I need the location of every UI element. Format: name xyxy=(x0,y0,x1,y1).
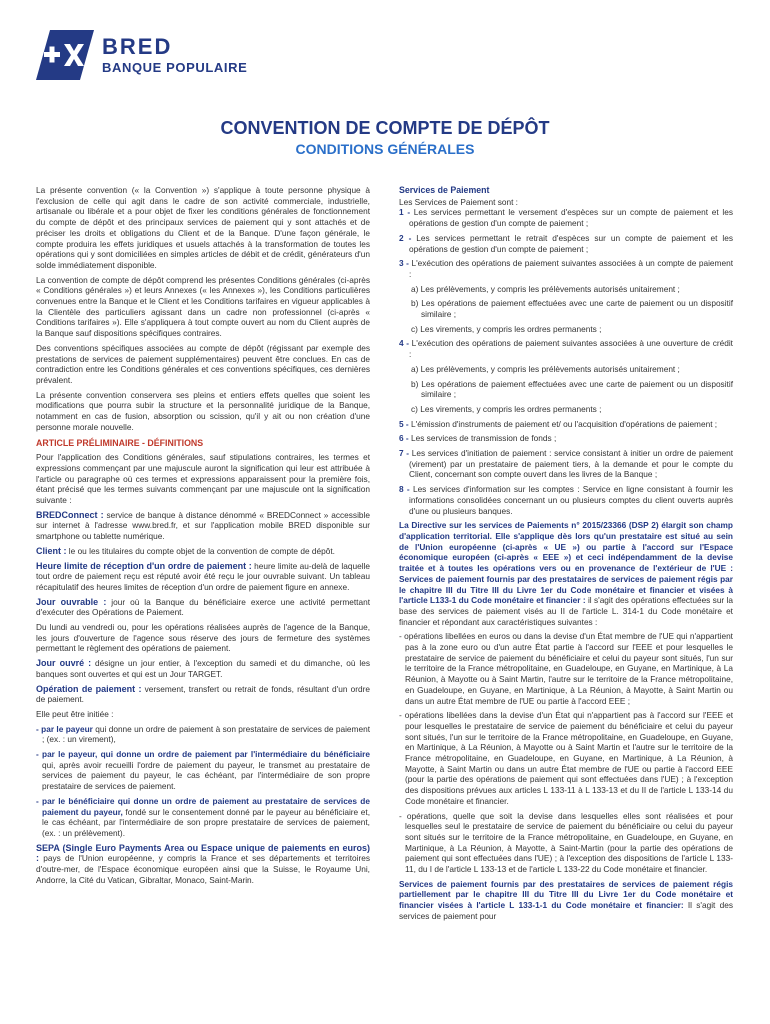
bullet-text: fondé sur le consentement donné par le payeur au bénéficiaire et, le cas échéant, par l'intermédiaire de son propre prestataire de services de paiement, (ex. : un prélèvement). xyxy=(42,806,370,838)
service-subitem: b) Les opérations de paiement effectuées avec une carte de paiement ou un dispositif similaire ; xyxy=(411,298,733,320)
item-number: 2 - xyxy=(399,232,412,243)
service-item xyxy=(399,207,733,228)
service-item xyxy=(399,338,733,359)
definition-term: BREDConnect : xyxy=(36,509,104,520)
item-text: Les services d'information sur les comptes : Service en ligne consistant à fournir les informations consolidées concernant un ou plusieurs comptes du client ouverts auprès d'une ou plusieurs banques. xyxy=(409,484,733,516)
definition-term: SEPA (Single Euro Payments Area ou Espace unique de paiements en euros) : xyxy=(36,842,370,864)
initiation-bullet xyxy=(36,724,370,745)
left-column xyxy=(36,185,370,889)
bred-logo-mark-icon xyxy=(36,30,94,80)
definition-text: versement, transfert ou retrait de fonds, résultant d'un ordre de paiement. xyxy=(36,683,370,705)
service-item xyxy=(399,233,733,254)
item-number: 6 - xyxy=(399,433,409,444)
right-column xyxy=(399,185,733,926)
service-item xyxy=(399,484,733,516)
item-number: 1 - xyxy=(399,207,411,218)
definition xyxy=(36,561,370,593)
item-number: 3 - xyxy=(399,258,409,269)
definition-text: heure limite au-delà de laquelle tout ordre de paiement reçu est réputé avoir été reçu le jour ouvrable suivant. Un tableau récapitulatif des heures limites de réception d'un ordre de paiement figure en annexe. xyxy=(36,560,370,592)
operations-dash-item: - opérations libellées dans la devise d'un État qui n'appartient pas à l'accord sur l'EEE et pour lesquelles le prestataire de service de paiement du bénéficiaire et celui du payeur sont situés, l'un sur le territoire de la France métropolitaine, en Guadeloupe, en Guyane, en Martinique, à La Réunion, à Mayotte ou à Saint Martin et l'autre sur le territoire de la France métropolitaine, en Guadeloupe, en Guyane, en Martinique, à La Réunion, à Mayotte, à Saint Martin ou dans un autre État membre de l'UE ou partie à l'accord EEE (pour la partie des opérations de paiement qui sont effectuées dans l'UE) ; à l'exception des dispositions prévues aux articles L 133-11 à L 133-13 et du II de l'article L 133-14 du Code monétaire et financier. xyxy=(399,710,733,806)
operations-dash-item: - opérations, quelle que soit la devise dans lesquelles elles sont réalisées et pour lesquelles seul le prestataire de service de paiement du bénéficiaire ou celui du payeur sont situés sur le territoire de la France métropolitaine, en Guadeloupe, en Guyane, en Martinique, à La Réunion, à Mayotte, à Saint-Martin (pour la partie des opérations de paiement qui sont effectuées dans l'UE) ; à l'exception des dispositions de l'article L 133-11, du I de l'article L 133-13 et de l'article L 133-22 du Code monétaire et financier. xyxy=(399,810,733,875)
bullet-text: qui donne un ordre de paiement à son prestataire de services de paiement ; (ex. : un virement), xyxy=(42,723,370,745)
definition-text: désigne un jour entier, à l'exception du samedi et du dimanche, où les banques sont ouvertes et qui est un Jour TARGET. xyxy=(36,658,370,679)
article-intro: Pour l'application des Conditions générales, sauf stipulations contraires, les termes et expressions commençant par une majuscule auront la signification qui leur est attribuée à l'article ou paragraphe où ces termes et expressions apparaissent pour la première fois, étant précisé que les termes suivants commençant par une majuscule ont la signification suivante : xyxy=(36,452,370,505)
definition xyxy=(36,843,370,886)
definition-term: Opération de paiement : xyxy=(36,683,142,694)
final-paragraph xyxy=(399,879,733,922)
bred-logo xyxy=(36,30,247,80)
initiation-bullet xyxy=(36,749,370,792)
bullet-lead: - par le bénéficiaire qui donne un ordre de paiement au prestataire de services de paiement du payeur, xyxy=(36,795,370,817)
item-number: 7 - xyxy=(399,448,410,459)
item-text: Les services permettant le retrait d'espèces sur un compte de paiement et les opérations de gestion d'un compte de paiement ; xyxy=(409,232,733,254)
item-text: Les services d'initiation de paiement : service consistant à initier un ordre de paiement (virement) par un prestataire de paiement tiers, à la demande et pour le compte du Client, concernant son compte ouvert dans les livres de la Banque ; xyxy=(409,448,733,480)
definition xyxy=(36,597,370,618)
service-item xyxy=(399,419,733,430)
final-bold: Services de paiement fournis par des prestataires de services de paiement régis partiellement par le chapitre III du Titre III du Livre 1er du Code monétaire et financier visées à l'article L 133-1-1 du Code monétaire et financier: xyxy=(399,878,733,911)
definition xyxy=(36,546,370,557)
article-title: ARTICLE PRÉLIMINAIRE - DÉFINITIONS xyxy=(36,438,204,449)
item-number: 4 - xyxy=(399,338,410,349)
dsp-text: il s'agit des opérations effectuées sur la base des services de paiement visés au II de l'article L. 314-1 du Code monétaire et financier et répondant aux caractéristiques suivantes : xyxy=(399,595,733,627)
initiation-bullet xyxy=(36,796,370,839)
page-subtitle: CONDITIONS GÉNÉRALES xyxy=(295,141,475,157)
page-title: CONVENTION DE COMPTE DE DÉPÔT xyxy=(220,118,550,138)
item-text: L'exécution des opérations de paiement suivantes associées à une ouverture de crédit : xyxy=(409,338,733,360)
definition-text: le ou les titulaires du compte objet de la convention de compte de dépôt. xyxy=(66,545,335,556)
dsp-paragraph xyxy=(399,520,733,627)
definition xyxy=(36,658,370,679)
item-text: Les services permettant le versement d'espèces sur un compte de paiement et les opérations de gestion d'un compte de paiement ; xyxy=(409,207,733,229)
definition-term: Client : xyxy=(36,545,67,556)
intro-paragraph: La présente convention conservera ses pleins et entiers effets quelles que soient les modifications que pourra subir la structure et la personnalité juridique de la Banque, notamment en cas de fusion, absorption ou scission, qu'il y ait ou non création d'une personne morale nouvelle. xyxy=(36,389,370,432)
bullet-text: qui, après avoir recueilli l'ordre de paiement du payeur, le transmet au prestataire de services de paiement du payeur, le cas échéant, par l'intermédiaire de son propre prestataire de services de paiement. xyxy=(42,759,370,792)
dsp-bold: La Directive sur les services de Paiements n° 2015/23366 (DSP 2) élargit son champ d'application territorial. Elle s'applique dès lors qu'un prestataire est situé au sein de l'Union européenne (ci-après « UE ») ou partie à l'accord sur l'Espace économique européen (ci-après « EEE ») et ceci indépendamment de la devise traitée et à toutes les opérations vers ou en provenance de l'extérieur de l'UE : Services de paiement fournis par des prestataires de services de paiement régis par le chapitre III du Titre III du Livre 1er du Code monétaire et financier et visées à l'article L133-1 du Code monétaire et financier : xyxy=(399,520,733,606)
logo-subtitle: BANQUE POPULAIRE xyxy=(102,60,248,75)
item-number: 8 - xyxy=(399,484,410,495)
ouvrable-note: Du lundi au vendredi ou, pour les opérations réalisées auprès de l'agence de la Banque, les jours d'ouverture de l'agence sous réserve des jours de fermeture des systèmes permettant le règlement des opérations de paiement. xyxy=(36,622,370,654)
services-intro: Les Services de Paiement sont : xyxy=(399,196,518,207)
item-text: L'exécution des opérations de paiement suivantes associées à un compte de paiement : xyxy=(408,258,733,279)
final-text: Il s'agit des services de paiement pour xyxy=(399,900,733,921)
intro-paragraph: Des conventions spécifiques associées au compte de dépôt (régissant par exemple des prestations de services de paiement supplémentaires) peuvent être conclues. En cas de contradiction entre les Conditions générales et ces conventions spécifiques, ces dernières prévalent. xyxy=(36,342,370,385)
definition-term: Jour ouvré : xyxy=(36,658,92,669)
intro-paragraph: La présente convention (« la Convention ») s'applique à toute personne physique à l'exclusion de celle qui agit dans le cadre de son activité commerciale, industrielle, artisanale ou libérale et a pour objet de fixer les conditions générales de fonctionnement du compte de dépôt et des principaux services de paiement qui y sont attachés et de préciser les droits et obligations du Client et de la Banque. D'une façon générale, le compte produira les effets juridiques et usuels attachés à la transformation de toutes les opérations qui y sont domiciliées en simples articles de débit et de crédit, générateurs d'un solde immédiatement disponible. xyxy=(36,185,370,270)
item-number: 5 - xyxy=(399,418,409,429)
service-item xyxy=(399,258,733,279)
definition xyxy=(36,510,370,542)
service-item xyxy=(399,448,733,480)
definition-text: jour où la Banque du bénéficiaire exerce une activité permettant d'exécuter des Opérations de Paiement. xyxy=(36,596,371,618)
definition-text: service de banque à distance dénommé « BREDConnect » accessible sur internet à l'adresse www.bred.fr, et sur l'application mobile BRED disponible sur smartphone ou tablette numérique. xyxy=(36,509,370,542)
logo-brand: BRED xyxy=(102,34,173,59)
definition-text: pays de l'Union européenne, y compris la France et ses départements et territoires d'outre-mer, de l'Espace économique européen ainsi que la Suisse, le Royaume Uni, Andorre, la Cité du Vatican, Gibraltar, Monaco, Saint-Marin. xyxy=(36,853,370,885)
operations-dash-item: - opérations libellées en euros ou dans la devise d'un État membre de l'UE qui n'appartient pas à la zone euro ou d'un autre État partie à l'accord sur l'EEE et pour lesquelles le prestataire de service de paiement du bénéficiaire et celui du payeur sont situés, l'un sur le territoire de la France métropolitaine, en Guadeloupe, en Guyane, en Martinique, à La Réunion, à Mayotte ou à Saint Martin, l'autre sur le territoire de la France métropolitaine, en Guadeloupe, en Guyane, en Martinique, à La Réunion, à Mayotte, à Saint Martin ou dans un autre État membre de l'UE ou partie à l'accord EEE ; xyxy=(399,631,733,706)
service-subitem: c) Les virements, y compris les ordres permanents ; xyxy=(411,403,602,414)
service-subitem: a) Les prélèvements, y compris les prélèvements autorisés unitairement ; xyxy=(411,283,680,294)
definition-term: Jour ouvrable : xyxy=(36,596,107,607)
definition xyxy=(36,684,370,705)
definition-term: Heure limite de réception d'un ordre de paiement : xyxy=(36,560,252,571)
service-subitem: a) Les prélèvements, y compris les prélèvements autorisés unitairement ; xyxy=(411,363,680,374)
service-subitem: c) Les virements, y compris les ordres permanents ; xyxy=(411,323,602,334)
services-title: Services de Paiement xyxy=(399,185,490,195)
intro-paragraph: La convention de compte de dépôt comprend les présentes Conditions générales (ci-après « Conditions générales ») et leurs Annexes (« les Annexes »), les Conditions particulières convenues entre la Banque et le Client et les Conditions tarifaires en vigueur applicables à la Clientèle des particuliers agissant dans un cadre non professionnel (ci-après « Conditions tarifaires »). Elle s'appliquera à tout compte ouvert au nom du Client auprès de la Banque sauf dispositions spécifiques contraires. xyxy=(36,274,370,339)
service-subitem: b) Les opérations de paiement effectuées avec une carte de paiement ou un dispositif similaire ; xyxy=(411,378,733,400)
item-text: L'émission d'instruments de paiement et/ ou l'acquisition d'opérations de paiement ; xyxy=(408,418,718,429)
item-text: Les services de transmission de fonds ; xyxy=(408,433,557,444)
service-item xyxy=(399,433,733,444)
initiee-text: Elle peut être initiée : xyxy=(36,708,114,719)
bullet-lead: - par le payeur, qui donne un ordre de paiement par l'intermédiaire du bénéficiaire xyxy=(36,749,370,760)
bullet-lead: - par le payeur xyxy=(36,723,93,734)
